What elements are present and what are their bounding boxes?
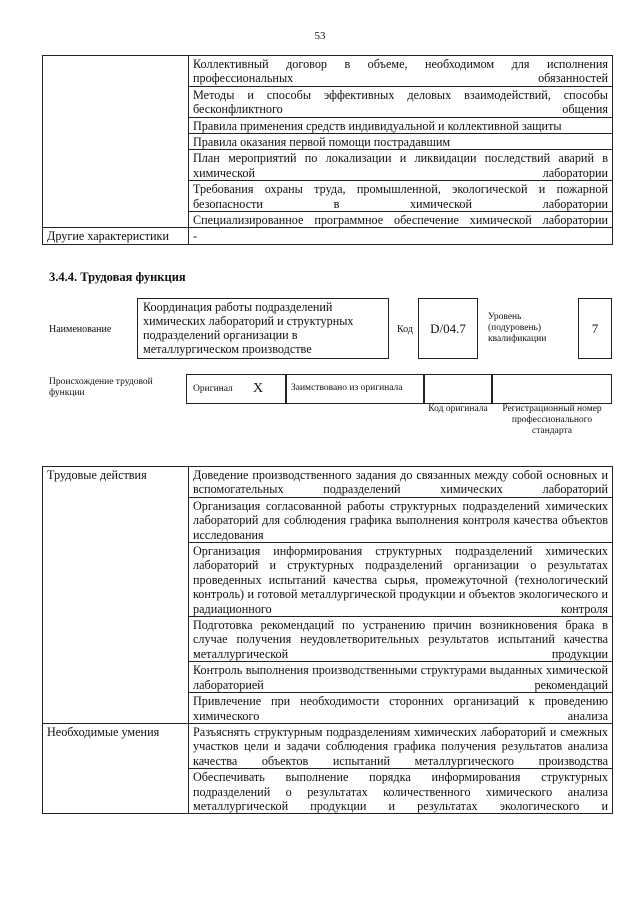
- table-row: [43, 467, 613, 498]
- table-label-cell: Трудовые действия: [43, 467, 189, 724]
- code-value-box: D/04.7: [418, 298, 478, 359]
- knowledge-table: [42, 55, 613, 245]
- table-cell: Разъяснять структурным подразделениям химических лабораторий и смежных участков цели и задачи соблюдения графика получения результатов анализа качества объектов испытаний металлургического производства: [189, 723, 613, 768]
- table-cell: Требования охраны труда, промышленной, экологической и пожарной безопасности в химической лаборатории: [189, 181, 613, 212]
- table-label-cell: Другие характеристики: [43, 228, 189, 244]
- table-cell: Методы и способы эффективных деловых взаимодействий, способы бесконфликтного общения: [189, 86, 613, 117]
- original-mark: X: [253, 381, 264, 396]
- table-row: [43, 228, 613, 244]
- table-cell: Привлечение при необходимости сторонних организаций к проведению химического анализа: [189, 693, 613, 724]
- table-cell: -: [189, 228, 613, 244]
- table-cell: Организация информирования структурных подразделений химических лабораторий и структурных подразделений организации о результатах проведенных испытаний качества сырья, промежуточной (технологический контроль) и готовой металлургической продукции и объектов экологического и радиационного контроля: [189, 543, 613, 617]
- table-cell: План мероприятий по локализации и ликвидации последствий аварий в химической лаборатории: [189, 150, 613, 181]
- origin-label: Происхождение трудовой функции: [49, 377, 153, 398]
- table-label-cell: Необходимые умения: [43, 723, 189, 813]
- original-label: Оригинал: [193, 384, 233, 394]
- page-number: 53: [314, 30, 326, 42]
- labor-function-table: [42, 466, 613, 814]
- table-row: [43, 723, 613, 768]
- table-cell: Обеспечивать выполнение порядка информирования структурных подразделений о результатах количественного химического анализа металлургической продукции и результатах экологического и: [189, 769, 613, 814]
- name-label: Наименование: [49, 324, 112, 335]
- table-cell: Правила применения средств индивидуальной и коллективной защиты: [189, 117, 613, 133]
- table-cell: Правила оказания первой помощи пострадавшим: [189, 134, 613, 150]
- table-cell: Организация согласованной работы структурных подразделений химических лабораторий для соблюдения графика выполнения контроля качества объектов исследования: [189, 497, 613, 542]
- level-value-box: 7: [578, 298, 612, 359]
- original-code-box: [424, 374, 492, 404]
- table-cell: Контроль выполнения производственными структурами выданных химической лабораторией рекомендаций: [189, 662, 613, 693]
- borrowed-label: Заимствовано из оригинала: [291, 383, 403, 393]
- table-row: [43, 56, 613, 87]
- table-label-cell: [43, 56, 189, 228]
- table-cell: Доведение производственного задания до связанных между собой основных и вспомогательных подразделений химических лабораторий: [189, 467, 613, 498]
- code-label: Код: [397, 324, 413, 335]
- reg-number-box: [492, 374, 612, 404]
- table-cell: Подготовка рекомендаций по устранению причин возникновения брака в случае получения неудовлетворительных результатов испытаний качества металлургической продукции: [189, 617, 613, 662]
- reg-caption: Регистрационный номер профессионального стандарта: [502, 404, 602, 436]
- level-label: Уровень (подуровень) квалификации: [488, 312, 547, 344]
- function-name-box: Координация работы подразделений химических лабораторий и структурных подразделений организации в металлургическом производстве: [137, 298, 389, 359]
- table-cell: Коллективный договор в объеме, необходимом для исполнения профессиональных обязанностей: [189, 56, 613, 87]
- table-cell: Специализированное программное обеспечение химической лаборатории: [189, 212, 613, 228]
- original-box: [186, 374, 286, 404]
- section-heading: 3.4.4. Трудовая функция: [49, 270, 186, 284]
- code-caption: Код оригинала: [428, 404, 488, 414]
- borrowed-box: [286, 374, 424, 404]
